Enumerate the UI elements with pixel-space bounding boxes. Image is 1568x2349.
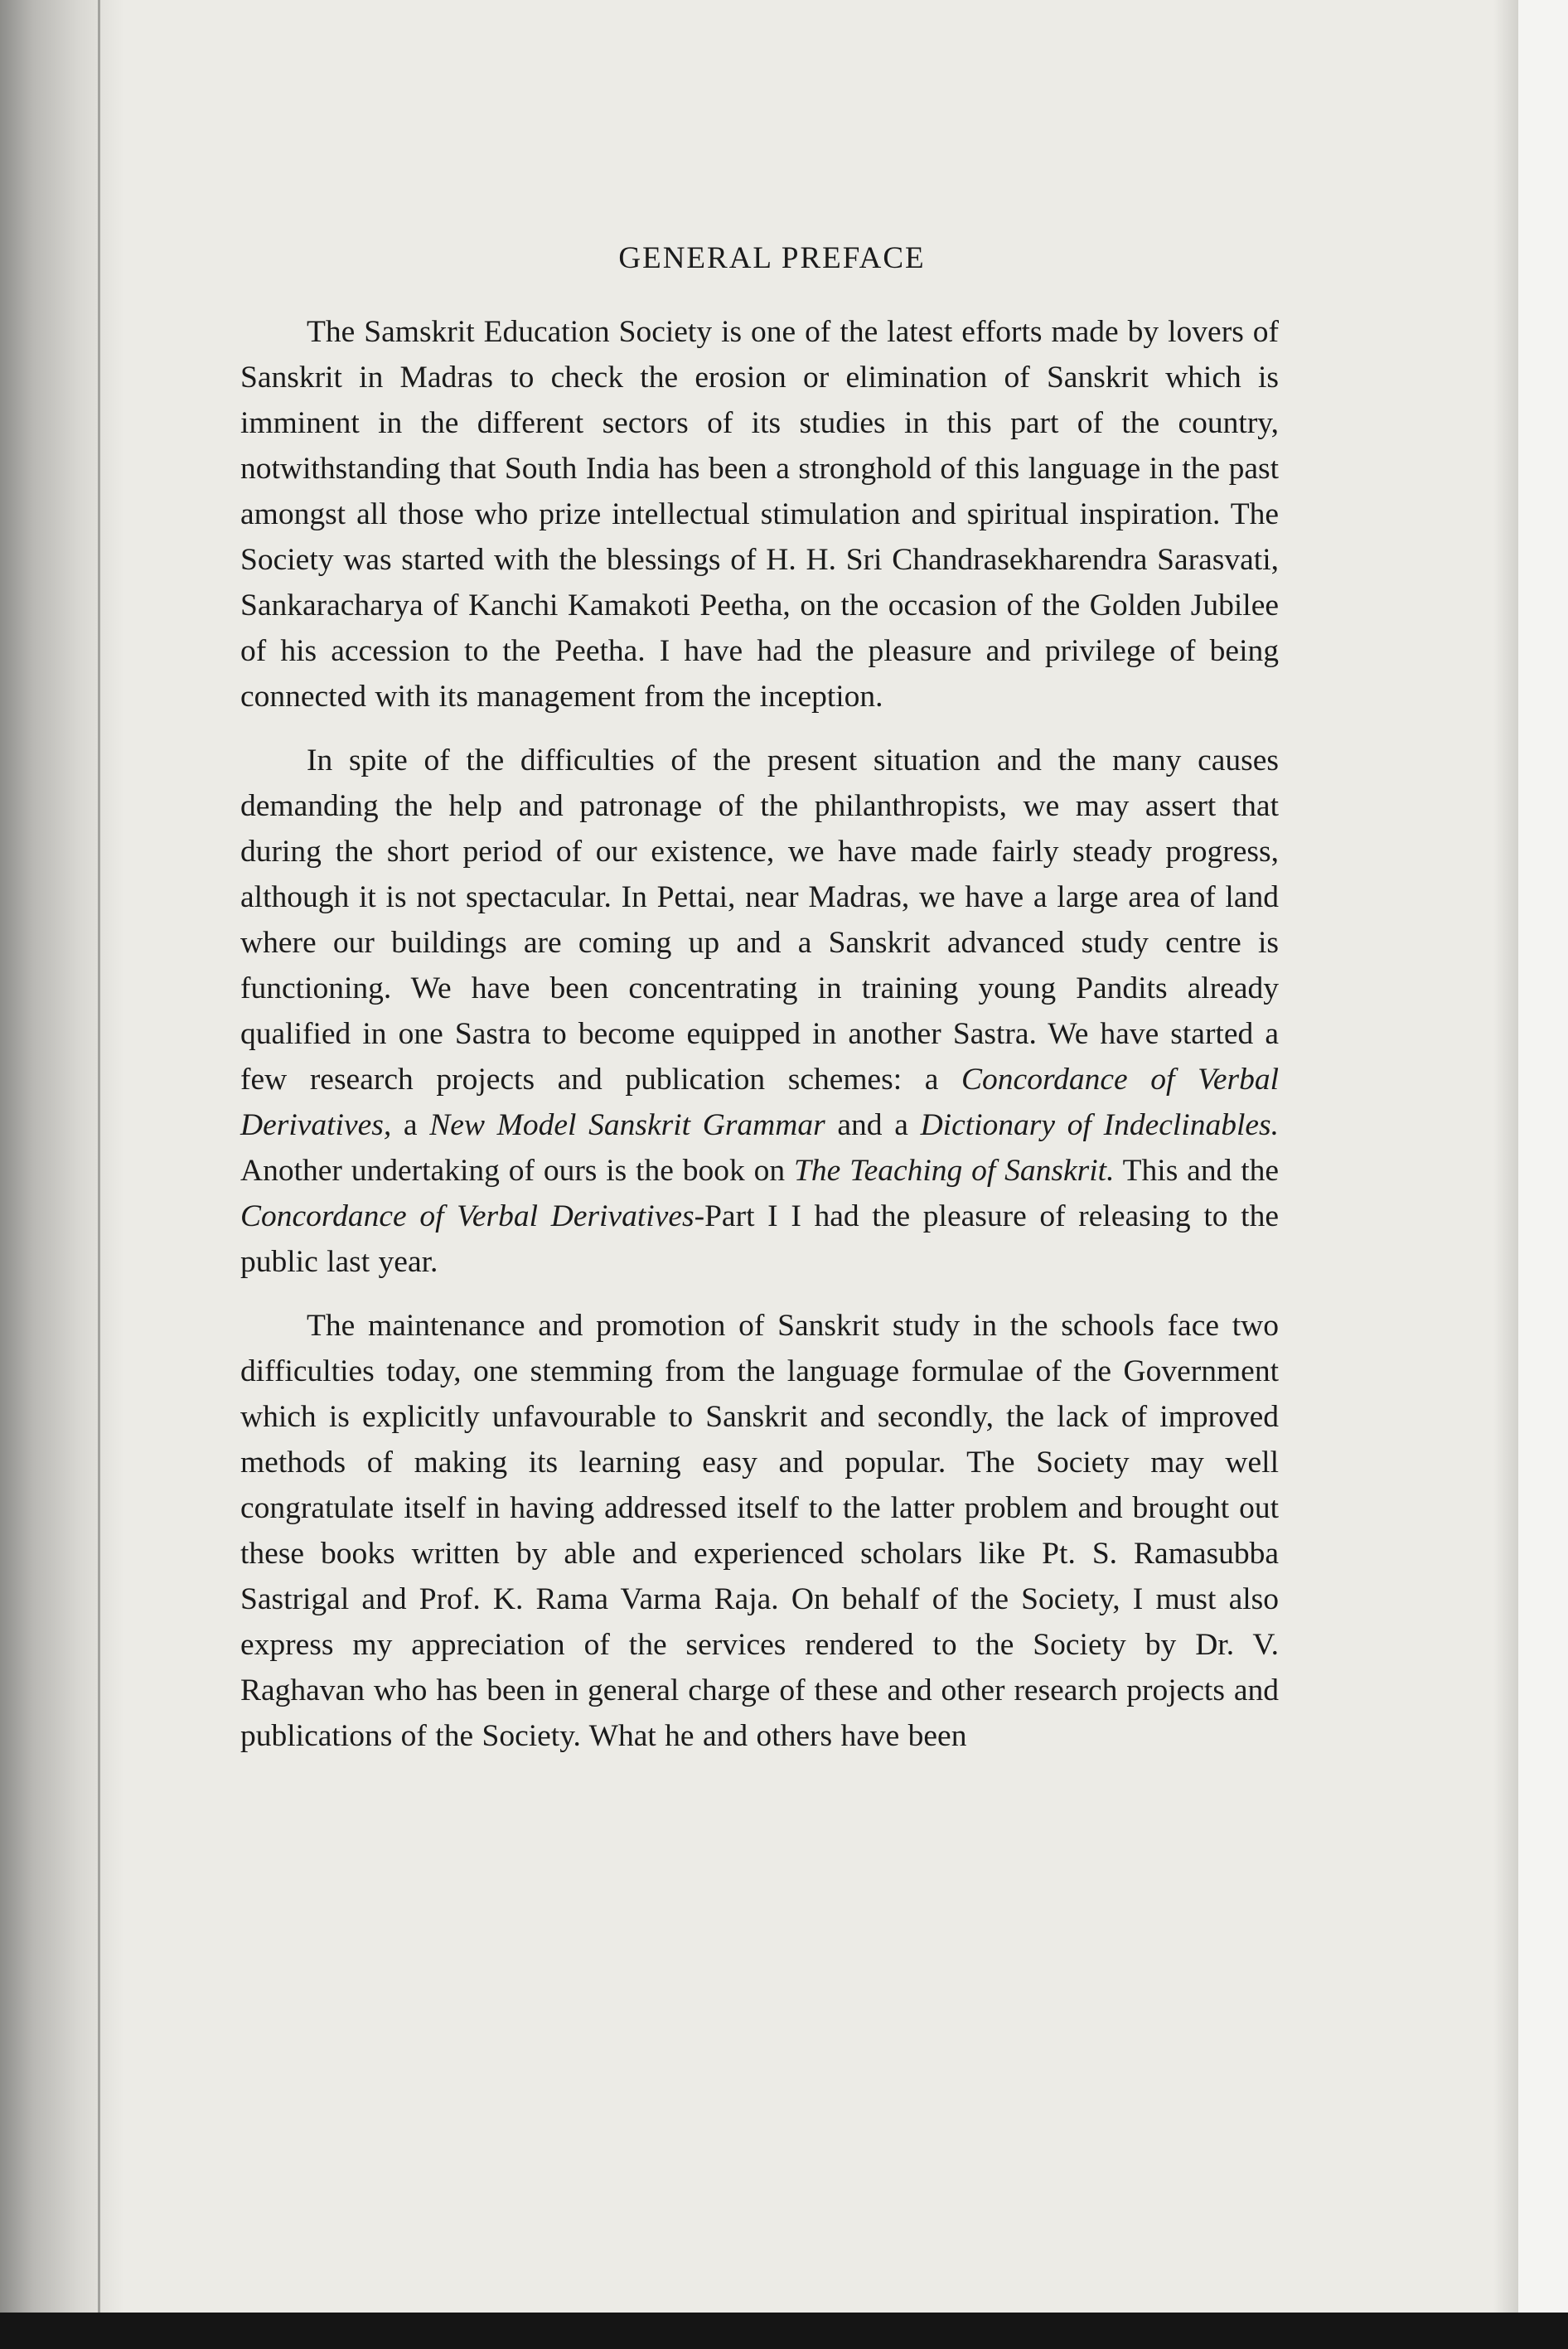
body-text bbox=[240, 309, 1279, 1759]
text-run: -Part I I had the pleasure of releasing to the public last year. bbox=[240, 1199, 1279, 1279]
italic-title: Concordance of Verbal Derivatives, bbox=[240, 1063, 1279, 1142]
italic-title: The Teaching of Sanskrit. bbox=[794, 1154, 1115, 1188]
italic-title: Concordance of Verbal Derivatives bbox=[240, 1199, 694, 1233]
italic-title: New Model Sanskrit Grammar bbox=[429, 1108, 825, 1142]
text-run: In spite of the difficulties of the present situation and the many causes demanding the help and patronage of the philanthropists, we may assert that during the short period of our existence, we have made fairly steady progress, although it is not spectacular. In Pettai, near Madras, we have a large area of land where our buildings are coming up and a Sanskrit advanced study centre is functioning. We have been concentrating in training young Pandits already qualified in one Sastra to become equipped in another Sastra. We have started a few research projects and publication schemes: a bbox=[240, 743, 1279, 1097]
text-run: This and the bbox=[1114, 1154, 1280, 1188]
paragraph-3 bbox=[240, 1303, 1279, 1759]
gutter-line bbox=[98, 0, 100, 2313]
scan-bottom-band bbox=[0, 2313, 1568, 2349]
paragraph-1 bbox=[240, 309, 1279, 719]
page-binding-shadow bbox=[0, 0, 124, 2313]
text-run: a bbox=[391, 1108, 430, 1142]
italic-title: Dictionary of Indeclinables. bbox=[920, 1108, 1279, 1142]
text-run: and a bbox=[825, 1108, 921, 1142]
paragraph-2 bbox=[240, 738, 1279, 1285]
page-title: GENERAL PREFACE bbox=[618, 241, 926, 275]
page-right-edge bbox=[1493, 0, 1518, 2313]
text-run: The maintenance and promotion of Sanskrit study in the schools face two difficulties today, one stemming from the language formulae of the Government which is explicitly unfavourable to Sanskrit and secondly, the lack of improved methods of making its learning easy and popular. The Society may well congratulate itself in having addressed itself to the latter problem and brought out these books written by able and experienced scholars like Pt. S. Ramasubba Sastrigal and Prof. K. Rama Varma Raja. On behalf of the Society, I must also express my appreciation of the services rendered to the Society by Dr. V. Raghavan who has been in general charge of these and other research projects and publications of the Society. What he and others have been bbox=[240, 1309, 1279, 1753]
text-run: The Samskrit Education Society is one of the latest efforts made by lovers of Sanskrit in Madras to check the erosion or elimination of Sanskrit which is imminent in the different sectors of its studies in this part of the country, notwithstanding that South India has been a stronghold of this language in the past amongst all those who prize intellectual stimulation and spiritual inspiration. The Society was started with the blessings of H. H. Sri Chandrasekharendra Sarasvati, Sankaracharya of Kanchi Kamakoti Peetha, on the occasion of the Golden Jubilee of his accession to the Peetha. I have had the pleasure and privilege of being connected with its management from the inception. bbox=[240, 315, 1279, 714]
page-content bbox=[240, 240, 1279, 1777]
scan-margin bbox=[1518, 0, 1568, 2313]
text-run: Another undertaking of ours is the book on bbox=[240, 1154, 795, 1188]
